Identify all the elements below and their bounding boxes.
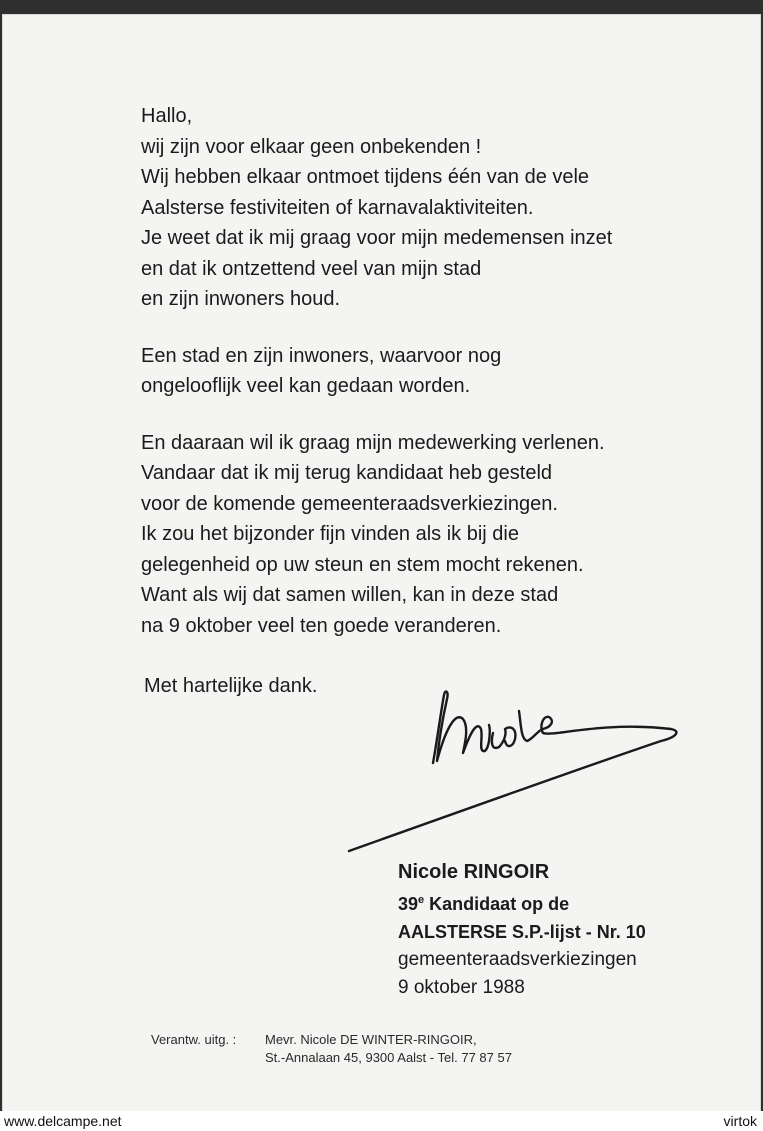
signer-first-name: Nicole	[398, 861, 459, 883]
letter-line: Aalsterse festiviteiten of karnavalaktiviteiten.	[141, 196, 534, 219]
letter-line: En daaraan wil ik graag mijn medewerking verlenen.	[141, 431, 605, 454]
signer-name	[398, 858, 646, 886]
watermark-bar	[0, 1111, 763, 1131]
election-name: gemeenteraadsverkiezingen	[398, 949, 637, 970]
rank-text: Kandidaat op de	[429, 894, 570, 914]
letter-line: wij zijn voor elkaar geen onbekenden !	[141, 135, 482, 158]
signer-block	[398, 858, 646, 1002]
closing-line: Met hartelijke dank.	[144, 675, 318, 697]
publisher-address: St.-Annalaan 45, 9300 Aalst - Tel. 77 87 57	[265, 1050, 512, 1065]
publisher-name: Mevr. Nicole DE WINTER-RINGOIR,	[265, 1032, 477, 1047]
watermark-right: virtok	[723, 1113, 757, 1129]
publisher-label: Verantw. uitg. :	[151, 1032, 237, 1047]
paragraph-appeal	[141, 428, 721, 642]
rank-suffix: e	[418, 894, 425, 906]
paragraph-greeting	[141, 101, 721, 315]
letter-line: Je weet dat ik mij graag voor mijn medemensen inzet	[141, 227, 613, 249]
signer-last-name: RINGOIR	[463, 861, 550, 883]
letter-line: voor de komende gemeenteraadsverkiezingen.	[141, 492, 558, 515]
letter-line: ongelooflijk veel kan gedaan worden.	[141, 375, 471, 397]
letter-line: en dat ik ontzettend veel van mijn stad	[141, 257, 482, 280]
publisher-footer	[151, 1031, 512, 1067]
letter-line: Wij hebben elkaar ontmoet tijdens één van de vele	[141, 166, 590, 188]
postcard	[2, 14, 761, 1112]
party-list: AALSTERSE S.P.-lijst - Nr. 10	[398, 922, 646, 942]
letter-line: Vandaar dat ik mij terug kandidaat heb gesteld	[141, 462, 553, 484]
letter-line: en zijn inwoners houd.	[141, 288, 341, 310]
signature-image	[341, 681, 686, 861]
election-date: 9 oktober 1988	[398, 977, 525, 998]
letter-line: Want als wij dat samen willen, kan in deze stad	[141, 584, 559, 606]
letter-line: gelegenheid op uw steun en stem mocht rekenen.	[141, 553, 584, 576]
rank-number: 39	[398, 894, 419, 914]
letter-line: na 9 oktober veel ten goede veranderen.	[141, 614, 502, 637]
letter-line: Een stad en zijn inwoners, waarvoor nog	[141, 344, 502, 367]
candidate-rank	[398, 886, 646, 918]
letter-line: Hallo,	[141, 105, 193, 127]
letter-line: Ik zou het bijzonder fijn vinden als ik bij die	[141, 523, 519, 545]
letter-body	[141, 101, 721, 667]
watermark-left: www.delcampe.net	[4, 1113, 122, 1129]
paragraph-city	[141, 341, 721, 402]
